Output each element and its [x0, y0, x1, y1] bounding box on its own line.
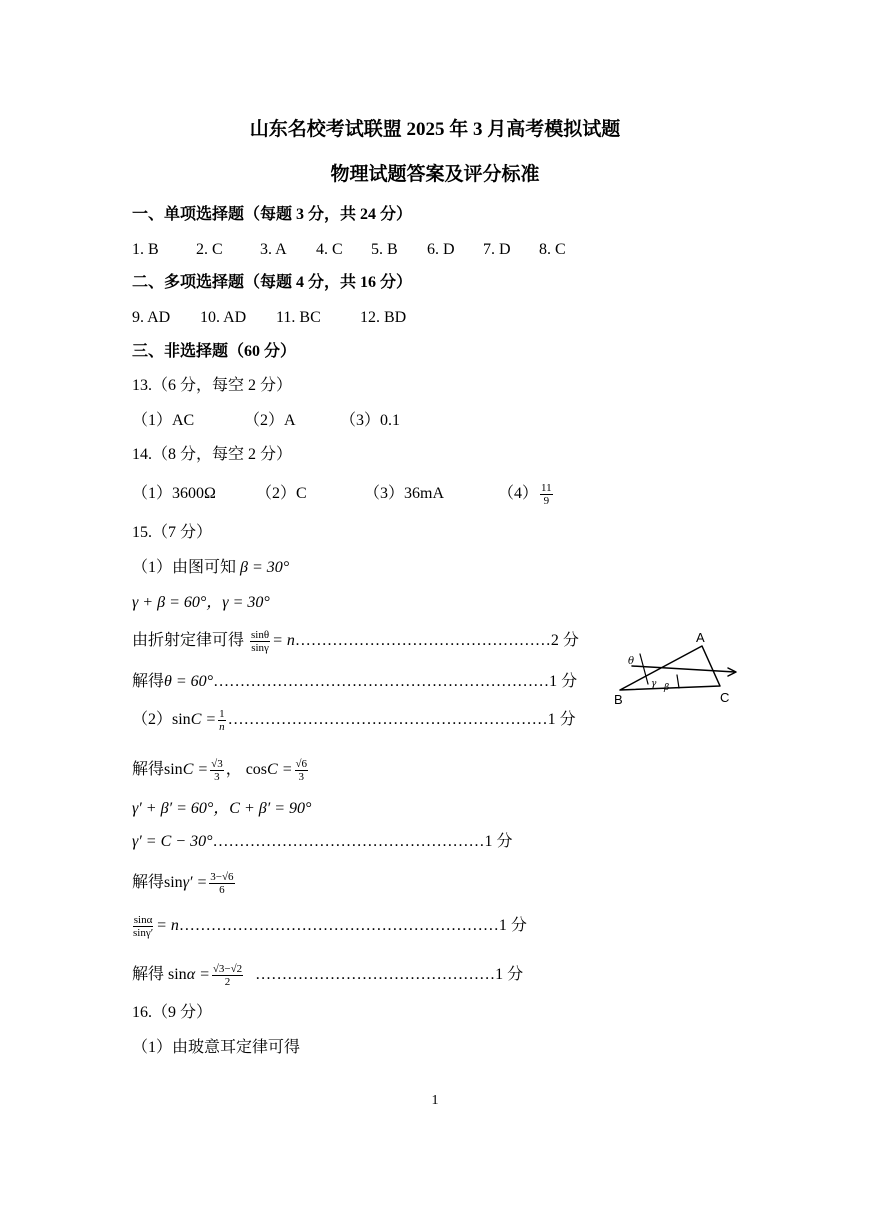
q15-line-3-text: 由折射定律可得 [132, 632, 249, 649]
q15-line-5-text: （2）sin [132, 711, 191, 728]
q15-line-6-formula-1: C = [182, 761, 209, 778]
answer-7: 7. D [483, 241, 511, 258]
answer-12: 12. BD [360, 309, 407, 326]
label-gamma: γ [651, 679, 657, 689]
q15-line-6-fraction-2 [295, 758, 309, 783]
q15-line-7: γ′ + β′ = 60°，C + β′ = 90° [132, 800, 312, 817]
q15-line-11 [132, 960, 523, 990]
single-choice-answers [132, 240, 566, 260]
label-a: A [696, 630, 705, 645]
answer-8: 8. C [539, 241, 566, 258]
q14-answer-4-fraction [540, 482, 553, 507]
fraction-numerator: sinα [133, 913, 153, 926]
label-theta: θ [628, 656, 635, 667]
q14-answers [132, 481, 555, 507]
answer-5: 5. B [371, 241, 398, 258]
q15-line-9-text: 解得sin [132, 874, 183, 891]
q15-line-1 [132, 558, 289, 578]
q15-line-10-score: ……………………………………………………1 分 [178, 917, 527, 934]
fraction-denominator: 6 [219, 883, 225, 896]
fraction-denominator: 3 [214, 770, 220, 783]
q15-line-1-formula: β = 30° [240, 559, 290, 576]
answer-4: 4. C [316, 241, 343, 258]
fraction-numerator: √3 [211, 757, 223, 770]
q15-line-3-fraction [250, 629, 270, 654]
q15-line-5-score: ……………………………………………………1 分 [227, 711, 576, 728]
q13-answers [132, 411, 400, 431]
answer-2: 2. C [196, 241, 223, 258]
q15-line-4-formula: θ = 60° [164, 673, 214, 690]
prism-refraction-diagram [610, 628, 745, 708]
q15-line-4-score: ………………………………………………………1 分 [213, 673, 578, 690]
q15-line-5-fraction [218, 708, 226, 733]
q15-line-8-formula: γ′ = C − 30° [132, 833, 213, 850]
q15-line-4 [132, 672, 577, 692]
q15-line-6 [132, 756, 310, 784]
q15-line-5-formula: C = [190, 711, 217, 728]
fraction-denominator: n [219, 720, 225, 733]
normal-line-2 [677, 675, 679, 688]
fraction-numerator: √6 [295, 757, 308, 770]
fraction-denominator: 3 [298, 770, 305, 783]
q15-line-9 [132, 868, 237, 898]
answer-11: 11. BC [276, 309, 321, 326]
fraction-numerator: 1 [219, 707, 225, 720]
q15-line-10-rhs: = n [156, 917, 179, 934]
q15-line-9-fraction [209, 871, 234, 896]
fraction-numerator: √3−√2 [212, 962, 243, 975]
q13-heading: 13.（6 分，每空 2 分） [132, 377, 293, 394]
q15-line-3 [132, 628, 579, 654]
answer-6: 6. D [427, 241, 455, 258]
q15-line-6-formula-2: C = [267, 761, 293, 778]
answer-1: 1. B [132, 241, 159, 258]
label-b: B [614, 692, 623, 707]
q15-line-3-rhs: = n [272, 632, 295, 649]
light-ray [632, 666, 735, 672]
q14-answer-3: （3）36mA [364, 485, 445, 502]
fraction-denominator: sinγ′ [133, 926, 154, 939]
q15-line-2: γ + β = 60°，γ = 30° [132, 594, 270, 611]
section-multi-choice-heading: 二、多项选择题（每题 4 分，共 16 分） [132, 274, 413, 291]
q13-answer-3: （3）0.1 [340, 412, 401, 429]
fraction-denominator: 9 [543, 494, 550, 507]
q15-line-4-text: 解得 [132, 673, 165, 690]
fraction-numerator: sinθ [251, 628, 270, 641]
q14-answer-4-label: （4） [498, 485, 539, 502]
q13-answer-2: （2）A [244, 412, 296, 429]
page-number: 1 [431, 1093, 439, 1108]
answer-3: 3. A [260, 241, 287, 258]
q16-line-1: （1）由玻意耳定律可得 [132, 1039, 301, 1056]
q15-line-8-score: ……………………………………………1 分 [212, 833, 513, 850]
fraction-numerator: 11 [541, 481, 552, 494]
fraction-denominator: 2 [224, 975, 231, 988]
answer-10: 10. AD [200, 309, 247, 326]
q15-line-11-fraction [212, 963, 243, 988]
q15-line-3-score: …………………………………………2 分 [294, 632, 579, 649]
normal-line-1 [640, 654, 648, 684]
label-c: C [720, 690, 730, 705]
multi-choice-answers [132, 308, 406, 328]
q15-line-6-text: 解得sin [132, 761, 183, 778]
q15-line-11-text: 解得 sin [132, 966, 187, 983]
q15-line-11-score: ………………………………………1 分 [255, 966, 524, 983]
q14-answer-2: （2）C [256, 485, 307, 502]
q15-line-10-fraction [132, 914, 154, 939]
label-beta: β [664, 683, 670, 693]
q15-line-6-fraction-1 [210, 758, 224, 783]
q15-line-6-middle: ， cos [225, 761, 268, 778]
section-free-response-heading: 三、非选择题（60 分） [132, 343, 297, 360]
q16-heading: 16.（9 分） [132, 1004, 213, 1021]
q15-line-10 [132, 912, 527, 940]
doc-subtitle: 物理试题答案及评分标准 [330, 164, 540, 185]
q15-line-8 [132, 832, 512, 852]
answer-9: 9. AD [132, 309, 171, 326]
doc-title: 山东名校考试联盟 2025 年 3 月高考模拟试题 [249, 119, 621, 140]
fraction-denominator: sinγ [251, 641, 269, 654]
q15-line-11-formula: α = [186, 966, 210, 983]
section-single-choice-heading: 一、单项选择题（每题 3 分，共 24 分） [132, 206, 413, 223]
q15-line-1-text: （1）由图可知 [132, 559, 241, 576]
q15-line-9-formula: γ′ = [182, 874, 208, 891]
q14-answer-4 [498, 481, 555, 507]
q15-line-5 [132, 707, 576, 733]
q15-heading: 15.（7 分） [132, 524, 213, 541]
q14-heading: 14.（8 分，每空 2 分） [132, 446, 293, 463]
q14-answer-1: （1）3600Ω [132, 485, 216, 502]
q13-answer-1: （1）AC [132, 412, 195, 429]
fraction-numerator: 3−√6 [210, 870, 234, 883]
